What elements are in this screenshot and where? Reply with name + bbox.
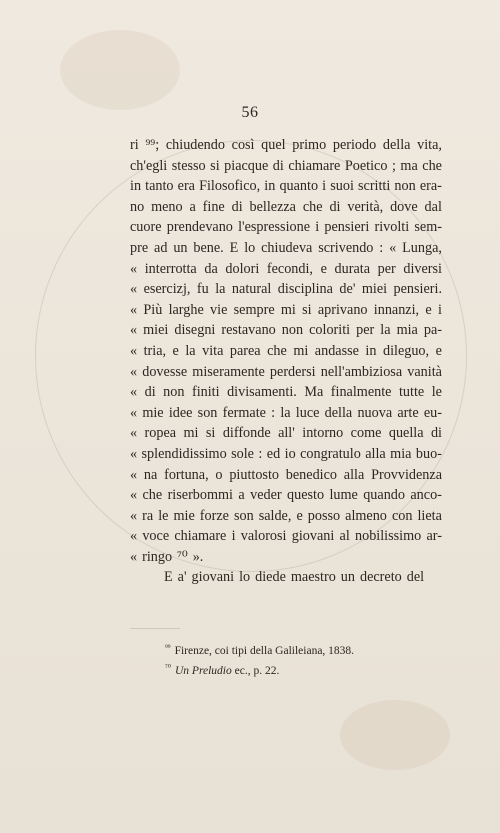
word: « [130, 342, 138, 359]
word: intorno [302, 425, 344, 442]
word: bellezza [249, 198, 296, 215]
word: vita [202, 342, 224, 359]
word: per [356, 322, 375, 339]
word: mie [173, 507, 195, 524]
word: forze [199, 507, 229, 524]
word: mi [183, 425, 199, 442]
body-text [130, 135, 442, 588]
word: le [431, 384, 442, 401]
word: na [143, 466, 158, 483]
word: ropea [144, 425, 177, 442]
text-line [130, 197, 442, 218]
word: all' [278, 425, 295, 442]
word: nuova [357, 404, 393, 421]
word: in [264, 178, 276, 195]
word: verità, [347, 198, 384, 215]
word: Lunga, [402, 239, 442, 256]
text-line [130, 259, 442, 280]
word: giovani [291, 528, 335, 545]
text-line [130, 465, 442, 486]
text-line [130, 423, 442, 444]
text-line [130, 547, 442, 568]
word: o [215, 466, 223, 483]
word: che [302, 198, 323, 215]
text-line [130, 135, 442, 156]
word: « [130, 425, 138, 442]
word: e [320, 260, 327, 277]
footnote-marker: ⁹⁹ [165, 643, 171, 652]
word: primo [292, 137, 327, 153]
text-line [130, 485, 442, 506]
word: voce [142, 528, 170, 545]
word: ringo [142, 548, 173, 565]
word: bene. [193, 239, 224, 256]
word: di [430, 425, 442, 442]
word: chiamare [174, 528, 227, 545]
word: fine [202, 198, 225, 215]
word: tria, [143, 342, 167, 359]
text-line [130, 382, 442, 403]
word: per [377, 260, 396, 277]
word: i [315, 219, 320, 236]
word: « [130, 322, 138, 339]
text-line [130, 156, 442, 177]
text-line [130, 238, 442, 259]
word: chiamare [288, 157, 341, 174]
word: e [435, 342, 442, 359]
text-line [130, 444, 442, 465]
word: buo- [415, 445, 442, 462]
word: nobilissimo [355, 528, 422, 545]
word: così [231, 137, 255, 153]
word: al [339, 528, 350, 545]
word: non [394, 178, 416, 195]
word: mia [396, 322, 418, 339]
word: pre [130, 239, 149, 256]
word: « [130, 404, 138, 421]
word: si [210, 157, 220, 174]
text-line [130, 526, 442, 547]
footnote-title: Un Preludio [175, 665, 232, 677]
word: idee [168, 404, 193, 421]
word: era [177, 178, 195, 195]
word: pensieri [324, 219, 370, 236]
word: ad [154, 239, 168, 256]
word: mia [390, 445, 412, 462]
word: « [130, 281, 138, 298]
footnote-divider [130, 628, 180, 629]
word: sem- [414, 219, 442, 236]
word: scritti [358, 178, 391, 195]
word: posso [307, 507, 341, 524]
word: come [350, 425, 382, 442]
word: mi [293, 342, 309, 359]
word: salde, [258, 507, 292, 524]
word: vanità [407, 363, 442, 380]
word: andasse [314, 342, 359, 359]
word: stesso [171, 157, 206, 174]
footnote-text: Firenze, coi tipi della Galileiana, 1838. [174, 645, 355, 657]
text-line [130, 279, 442, 300]
word: di [329, 198, 341, 215]
word: era- [419, 178, 442, 195]
word: splendidissimo [141, 445, 227, 462]
word: decreto [359, 569, 402, 586]
word: che [267, 342, 287, 359]
word: la [215, 281, 226, 298]
word: in [365, 342, 377, 359]
word: divisamenti. [227, 384, 297, 401]
word: lo [239, 569, 251, 586]
word: fermate [222, 404, 266, 421]
word: sole [231, 445, 254, 462]
text-line [130, 506, 442, 527]
word: Più [143, 301, 163, 318]
word: son [233, 507, 254, 524]
word: « [130, 487, 138, 504]
word: lume [329, 487, 358, 504]
word: Poetico [344, 157, 388, 174]
word: un [173, 239, 188, 256]
word: ra [142, 507, 154, 524]
word: pa- [423, 322, 442, 339]
word: diversi [403, 260, 442, 277]
word: in [130, 178, 142, 195]
word: non [163, 384, 185, 401]
word: maestro [290, 569, 336, 586]
word: vita, [417, 137, 442, 153]
word: giovani [191, 569, 235, 586]
word: coloriti [309, 322, 351, 339]
word: si [205, 425, 216, 442]
word: dove [390, 198, 418, 215]
text-line [130, 403, 442, 424]
word: ». [192, 548, 204, 565]
word: con [391, 507, 413, 524]
word: questo [287, 487, 325, 504]
word: scrivendo [318, 239, 374, 256]
word: periodo [332, 137, 377, 153]
word: E [229, 239, 239, 256]
word: chiudendo [165, 137, 225, 153]
word: i [437, 301, 442, 318]
word: fecondi, [266, 260, 313, 277]
word: « [130, 528, 138, 545]
word: aprivano [317, 301, 368, 318]
word: pensieri. [393, 281, 442, 298]
word: interrotta [144, 260, 197, 277]
word: disegni [174, 322, 216, 339]
word: « [130, 301, 138, 318]
word: suoi [330, 178, 354, 195]
word: natural [231, 281, 272, 298]
word: lieta [417, 507, 442, 524]
word: miei [143, 322, 169, 339]
word: e [172, 342, 179, 359]
word: : [271, 404, 276, 421]
word: Filosofico, [199, 178, 261, 195]
page-number: 56 [241, 104, 259, 121]
word: durata [334, 260, 370, 277]
word: dolori [225, 260, 260, 277]
word: quel [261, 137, 286, 153]
word: i [231, 528, 236, 545]
word: a [238, 487, 245, 504]
word: miseramente [192, 363, 265, 380]
word: riserbommi [167, 487, 233, 504]
word: « [130, 445, 138, 462]
text-line [130, 320, 442, 341]
word: Provvidenza [371, 466, 442, 483]
word: « [389, 239, 397, 256]
word: chiudeva [261, 239, 313, 256]
word: « [130, 363, 138, 380]
word: « [130, 384, 138, 401]
word: tutte [398, 384, 425, 401]
word: disciplina [277, 281, 333, 298]
word: rivolti [374, 219, 410, 236]
word: veder [250, 487, 282, 504]
word: fortuna, [164, 466, 209, 483]
word: miei [361, 281, 388, 298]
word: valorosi [240, 528, 287, 545]
word: prendevano [166, 219, 233, 236]
word: ⁹⁹; [145, 137, 160, 153]
footnotes [165, 638, 445, 678]
word: la [280, 404, 291, 421]
word: anco- [410, 487, 442, 504]
word: « [130, 548, 138, 565]
word: alla [343, 466, 365, 483]
word: e [296, 507, 303, 524]
word: meno [151, 198, 183, 215]
word: piacque [224, 157, 269, 174]
word: mie [142, 404, 164, 421]
word: perdersi [269, 363, 316, 380]
word: alla [365, 445, 386, 462]
word: non [281, 322, 304, 339]
footnote-2 [165, 658, 445, 678]
text-line [130, 567, 442, 588]
word: io [284, 445, 296, 462]
footnote-1 [165, 638, 445, 658]
word: della [382, 137, 411, 153]
word: quando [363, 487, 405, 504]
word: a' [177, 569, 187, 586]
word: tanto [145, 178, 174, 195]
word: sempre [233, 301, 275, 318]
word: eu- [423, 404, 442, 421]
word: de' [339, 281, 356, 298]
word: congratulo [300, 445, 361, 462]
word: la [185, 342, 196, 359]
word: vie [210, 301, 228, 318]
text-line [130, 300, 442, 321]
text-line [130, 217, 442, 238]
word: ⁷⁰ [177, 548, 188, 565]
word: fu [196, 281, 209, 298]
word: quanto [279, 178, 319, 195]
word: l'espressione [238, 219, 311, 236]
word: almeno [345, 507, 387, 524]
word: parea [229, 342, 261, 359]
word: « [130, 260, 138, 277]
footnote-marker: ⁷⁰ [165, 663, 171, 672]
word: ma [400, 157, 418, 174]
word: restavano [221, 322, 276, 339]
word: nell'ambiziosa [320, 363, 403, 380]
paper-stain [340, 700, 450, 770]
word: ar- [426, 528, 442, 545]
word: arte [397, 404, 419, 421]
text-line [130, 341, 442, 362]
word: « [130, 466, 138, 483]
word: di [144, 384, 156, 401]
word: le [158, 507, 169, 524]
word: quella [388, 425, 424, 442]
word: e [425, 301, 432, 318]
footnote-text: ec., p. 22. [231, 665, 280, 677]
word: : [258, 445, 263, 462]
word: diffonde [222, 425, 271, 442]
word: mi [280, 301, 296, 318]
word: a [189, 198, 196, 215]
word: del [406, 569, 425, 586]
word: della [324, 404, 353, 421]
paper-stain [60, 30, 180, 110]
word: dovesse [142, 363, 188, 380]
word: « [130, 507, 138, 524]
word: innanzi, [373, 301, 420, 318]
word: da [204, 260, 218, 277]
word: luce [295, 404, 320, 421]
word: ch'egli [130, 157, 168, 174]
word: si [302, 301, 312, 318]
word: dal [424, 198, 442, 215]
word: i [322, 178, 327, 195]
text-line [130, 362, 442, 383]
word: esercizj, [143, 281, 191, 298]
word: benedico [285, 466, 337, 483]
word: no [130, 198, 145, 215]
word: che [142, 487, 163, 504]
word: di [231, 198, 243, 215]
text-line [130, 176, 442, 197]
word: ; [391, 157, 396, 174]
word: lo [244, 239, 256, 256]
word: Ma [304, 384, 324, 401]
word: piuttosto [229, 466, 279, 483]
word: di [272, 157, 284, 174]
word: ri [130, 137, 139, 153]
word: son [197, 404, 218, 421]
word: finiti [191, 384, 220, 401]
word: ed [266, 445, 281, 462]
word: un [340, 569, 355, 586]
word: dileguo, [382, 342, 430, 359]
word: : [379, 239, 384, 256]
word: la [380, 322, 391, 339]
word: che [422, 157, 442, 174]
word: finalmente [330, 384, 392, 401]
word: E [164, 569, 173, 586]
word: diede [255, 569, 286, 586]
word: larghe [168, 301, 204, 318]
word: cuore [130, 219, 162, 236]
